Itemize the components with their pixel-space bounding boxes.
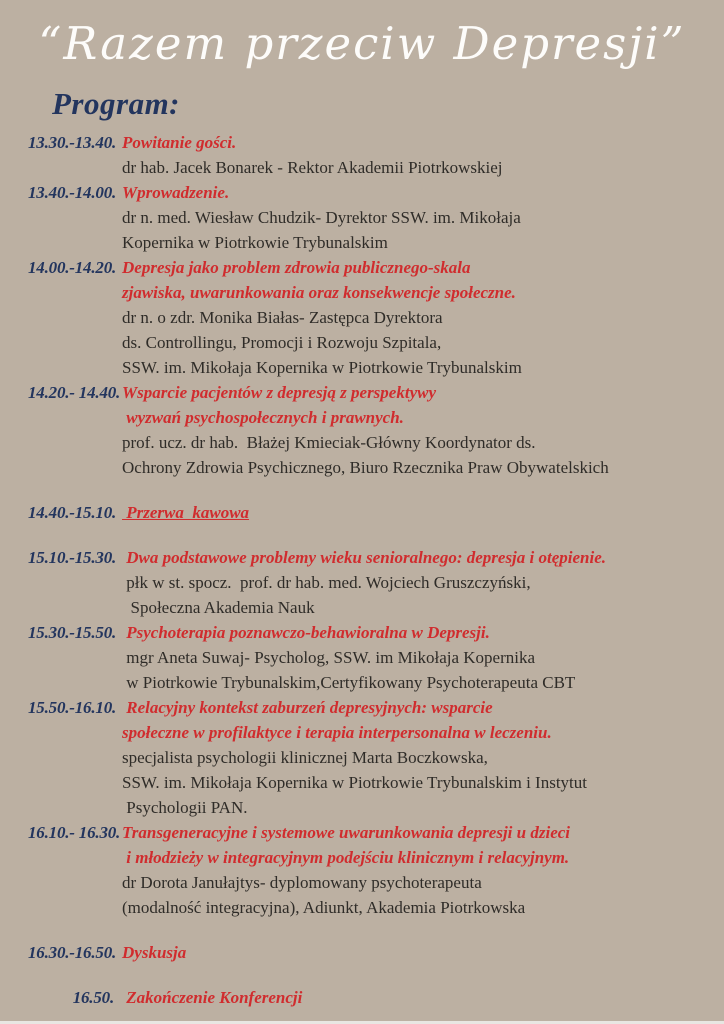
session-title	[122, 985, 724, 1010]
session-list	[0, 130, 724, 1010]
session-title-line: Powitanie gości.	[122, 132, 237, 152]
session-speaker-line: dr hab. Jacek Bonarek - Rektor Akademii Piotrkowskiej	[122, 157, 503, 177]
conference-title: “Razem przeciw Depresji”	[38, 17, 686, 70]
session-title	[122, 500, 724, 525]
session-row	[0, 180, 724, 255]
session-row	[0, 500, 724, 525]
session-speakers	[122, 870, 724, 920]
session-title-line: Depresja jako problem zdrowia publicznego-skala	[122, 257, 471, 277]
session-title-line: i młodzieży w integracyjnym podejściu klinicznym i relacyjnym.	[122, 847, 570, 867]
session-content	[122, 985, 724, 1010]
session-time: 14.20.- 14.40.	[28, 382, 121, 402]
session-content	[122, 180, 724, 255]
session-speaker-line: dr n. o zdr. Monika Białas- Zastępca Dyrektora	[122, 307, 443, 327]
session-speaker-line: w Piotrkowie Trybunalskim,Certyfikowany Psychoterapeuta CBT	[122, 672, 576, 692]
session-title	[122, 695, 724, 745]
session-title-line: wyzwań psychospołecznych i prawnych.	[122, 407, 404, 427]
session-speaker-line: SSW. im. Mikołaja Kopernika w Piotrkowie Trybunalskim i Instytut	[122, 772, 587, 792]
session-title-line: Dyskusja	[122, 942, 187, 962]
session-speaker-line: Psychologii PAN.	[122, 797, 248, 817]
session-speaker-line: (modalność integracyjna), Adiunkt, Akademia Piotrkowska	[122, 897, 526, 917]
session-title-line: Dwa podstawowe problemy wieku senioralnego: depresja i otępienie.	[122, 547, 607, 567]
session-content	[122, 500, 724, 525]
session-speaker-line: dr n. med. Wiesław Chudzik- Dyrektor SSW. im. Mikołaja	[122, 207, 521, 227]
session-speaker-line: płk w st. spocz. prof. dr hab. med. Wojciech Gruszczyński,	[122, 572, 531, 592]
session-row	[0, 695, 724, 820]
session-title	[122, 820, 724, 870]
session-row	[0, 985, 724, 1010]
session-title	[122, 130, 724, 155]
session-row	[0, 380, 724, 480]
session-row	[0, 620, 724, 695]
session-title-line: Transgeneracyjne i systemowe uwarunkowania depresji u dzieci	[122, 822, 571, 842]
session-speakers	[122, 155, 724, 180]
session-row	[0, 130, 724, 180]
session-speaker-line: ds. Controllingu, Promocji i Rozwoju Szpitala,	[122, 332, 442, 352]
session-speaker-line: Społeczna Akademia Nauk	[122, 597, 315, 617]
session-title-line: Przerwa kawowa	[122, 502, 250, 522]
session-title-line: Wsparcie pacjentów z depresją z perspektywy	[122, 382, 436, 402]
session-title-line: zjawiska, uwarunkowania oraz konsekwencje społeczne.	[122, 282, 516, 302]
session-row	[0, 545, 724, 620]
session-time: 15.50.-16.10.	[28, 697, 117, 717]
session-time: 13.40.-14.00.	[28, 182, 117, 202]
session-time: 13.30.-13.40.	[28, 132, 117, 152]
session-speaker-line: Kopernika w Piotrkowie Trybunalskim	[122, 232, 388, 252]
session-speakers	[122, 745, 724, 820]
session-time: 15.30.-15.50.	[28, 622, 117, 642]
session-title-line: Zakończenie Konferencji	[122, 987, 303, 1007]
session-title	[122, 255, 724, 305]
session-speakers	[122, 430, 724, 480]
session-content	[122, 620, 724, 695]
session-content	[122, 380, 724, 480]
session-speaker-line: Ochrony Zdrowia Psychicznego, Biuro Rzecznika Praw Obywatelskich	[122, 457, 609, 477]
session-title-line: Relacyjny kontekst zaburzeń depresyjnych: wsparcie	[122, 697, 493, 717]
session-title-line: Psychoterapia poznawczo-behawioralna w Depresji.	[122, 622, 490, 642]
session-row	[0, 820, 724, 920]
session-speaker-line: prof. ucz. dr hab. Błażej Kmieciak-Główny Koordynator ds.	[122, 432, 536, 452]
session-speaker-line: dr Dorota Janułajtys- dyplomowany psychoterapeuta	[122, 872, 482, 892]
session-title	[122, 940, 724, 965]
session-content	[122, 695, 724, 820]
session-title-line: społeczne w profilaktyce i terapia interpersonalna w leczeniu.	[122, 722, 552, 742]
session-time: 16.50.	[72, 987, 114, 1007]
session-content	[122, 255, 724, 380]
session-time: 16.10.- 16.30.	[28, 822, 121, 842]
session-speakers	[122, 570, 724, 620]
session-speakers	[122, 645, 724, 695]
session-content	[122, 130, 724, 180]
session-time: 14.40.-15.10.	[28, 502, 117, 522]
session-speaker-line: mgr Aneta Suwaj- Psycholog, SSW. im Mikołaja Kopernika	[122, 647, 536, 667]
session-speakers	[122, 205, 724, 255]
session-speaker-line: specjalista psychologii klinicznej Marta Boczkowska,	[122, 747, 488, 767]
session-title	[122, 545, 724, 570]
session-content	[122, 940, 724, 965]
session-title-line: Wprowadzenie.	[122, 182, 230, 202]
session-content	[122, 545, 724, 620]
session-speaker-line: SSW. im. Mikołaja Kopernika w Piotrkowie Trybunalskim	[122, 357, 522, 377]
session-title	[122, 180, 724, 205]
session-title	[122, 620, 724, 645]
session-row	[0, 255, 724, 380]
session-time: 16.30.-16.50.	[28, 942, 117, 962]
session-title	[122, 380, 724, 430]
session-speakers	[122, 305, 724, 380]
session-time: 14.00.-14.20.	[28, 257, 117, 277]
program-heading: Program:	[52, 85, 180, 121]
session-time: 15.10.-15.30.	[28, 547, 117, 567]
session-content	[122, 820, 724, 920]
session-row	[0, 940, 724, 965]
